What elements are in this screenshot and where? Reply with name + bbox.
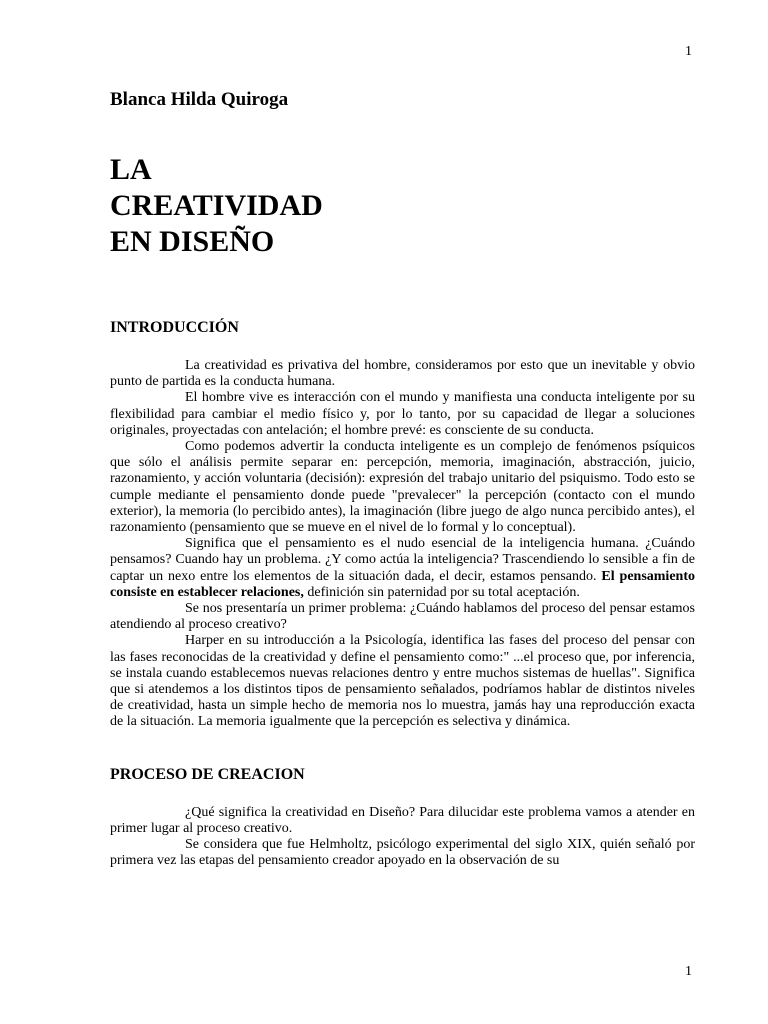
author-name: Blanca Hilda Quiroga [110,89,289,110]
page-number-top: 1 [685,44,692,59]
title-line: CREATIVIDAD [110,189,323,222]
paragraph: Harper en su introducción a la Psicología, identifica las fases del proceso del pensar con las fases reconocidas de la creatividad y define el pensamiento como:" ...el proceso que, por inferencia, se instala cuando establecemos nuevas relaciones dentro y entre muchos sistemas de huellas". Significa que si atendemos a los distintos tipos de pensamiento señalados, podríamos hablar de distintos niveles de creatividad, hasta un simple hecho de memoria nos lo muestra, jamás hay una reproducción exacta de la situación. La memoria igualmente que la percepción es selectiva y dinámica. [110,633,695,730]
document-title [110,152,695,260]
bold-definition: El pensamiento consiste en establecer relaciones, [110,568,695,600]
section-proceso-de-creacion [110,765,695,870]
paragraph-text: Significa que el pensamiento es el nudo esencial de la inteligencia humana. ¿Cuándo pensamos? Cuando hay un problema. ¿Y como actúa la inteligencia? Trascendiendo lo sensible a fin de captar un nexo entre los elementos de la situación dada, el decir, estamos pensando. [110,536,695,584]
section-introduccion [110,318,695,731]
page-number-bottom: 1 [685,964,692,979]
paragraph: Se nos presentaría un primer problema: ¿Cuándo hablamos del proceso del pensar estamos atendiendo al proceso creativo? [110,601,695,633]
paragraph [110,536,695,601]
paragraph: Se considera que fue Helmholtz, psicólogo experimental del siglo XIX, quién señaló por primera vez las etapas del pensamiento creador apoyado en la observación de su [110,837,695,869]
paragraph: La creatividad es privativa del hombre, consideramos por esto que un inevitable y obvio punto de partida es la conducta humana. [110,358,695,390]
section-heading: INTRODUCCIÓN [110,319,239,336]
title-line: EN DISEÑO [110,225,275,258]
paragraph: Como podemos advertir la conducta inteligente es un complejo de fenómenos psíquicos que sólo el análisis permite separar en: percepción, memoria, imaginación, abstracción, juicio, razonamiento, y acción voluntaria (decisión): expresión del trabajo unitario del psiquismo. Todo esto se cumple mediante el pensamiento donde puede "prevalecer" la percepción (contacto con el mundo exterior), la memoria (lo percibido antes), la imaginación (libre juego de algo nunca percibido antes), el razonamiento (pensamiento que se mueve en el nivel de lo formal y lo conceptual). [110,439,695,536]
paragraph-text: definición sin paternidad por su total aceptación. [303,584,580,600]
document-body [110,88,695,869]
title-line: LA [110,153,152,186]
paragraph: El hombre vive es interacción con el mundo y manifiesta una conducta inteligente por su flexibilidad para cambiar el medio físico y, por lo tanto, por su capacidad de llegar a soluciones originales, proyectadas con antelación; el hombre prevé: es consciente de su conducta. [110,390,695,438]
section-heading: PROCESO DE CREACION [110,765,305,783]
paragraph: ¿Qué significa la creatividad en Diseño? Para dilucidar este problema vamos a atender en primer lugar al proceso creativo. [110,804,695,836]
